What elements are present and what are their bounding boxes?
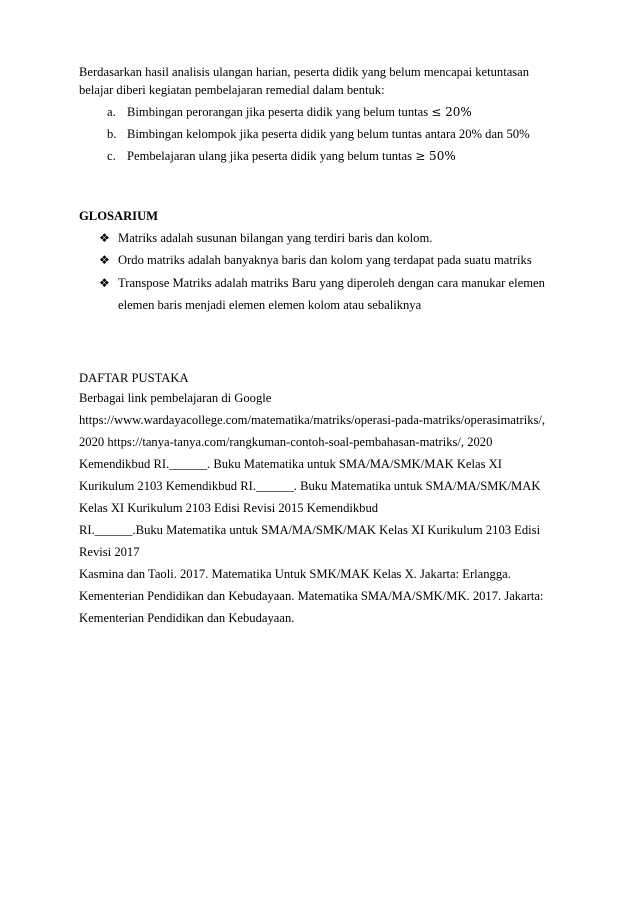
bibliography-line: Kasmina dan Taoli. 2017. Matematika Untuk SMK/MAK Kelas X. Jakarta: Erlangga. [79, 567, 511, 581]
intro-line-1: Berdasarkan hasil analisis ulangan harian, peserta didik yang belum mencapai ketuntasan [79, 65, 530, 79]
bibliography-text: RI. [79, 523, 95, 537]
bibliography-line: Kementerian Pendidikan dan Kebudayaan. Matematika SMA/MA/SMK/MK. 2017. Jakarta: [79, 589, 544, 603]
remedial-item-c [127, 148, 456, 164]
remedial-marker-a: a. [107, 105, 116, 119]
glossary-item-1: Matriks adalah susunan bilangan yang terdiri baris dan kolom. [118, 231, 433, 245]
glossary-title: GLOSARIUM [79, 209, 159, 223]
bibliography-line: Berbagai link pembelajaran di Google [79, 391, 272, 405]
remedial-marker-b: b. [107, 127, 117, 141]
bibliography-text: .Buku Matematika untuk SMA/MA/SMK/MAK Kelas XI Kurikulum 2103 Edisi [132, 523, 541, 537]
bibliography-text: Kurikulum 2103 Kemendikbud RI. [79, 479, 256, 493]
glossary-item-3-continued: elemen baris menjadi elemen elemen kolom atau sebaliknya [118, 298, 422, 312]
bibliography-blank: ______ [94, 523, 133, 537]
glossary-item-3: Transpose Matriks adalah matriks Baru yang diperoleh dengan cara manukar elemen [118, 276, 545, 290]
bibliography-line: Revisi 2017 [79, 545, 140, 559]
bibliography-blank: ______ [256, 479, 294, 493]
remedial-item-a [127, 104, 472, 120]
diamond-bullet-icon: ❖ [99, 253, 110, 267]
bibliography-text: . Buku Matematika untuk SMA/MA/SMK/MAK [293, 479, 541, 493]
bibliography-entry [79, 522, 540, 538]
bibliography-link: https://www.wardayacollege.com/matematika/matriks/operasi-pada-matriks/operasimatriks/, [79, 413, 546, 427]
remedial-item-c-math: ≥ 50% [415, 149, 456, 163]
glossary-item-2: Ordo matriks adalah banyaknya baris dan kolom yang terdapat pada suatu matriks [118, 253, 532, 267]
remedial-item-c-text: Pembelajaran ulang jika peserta didik yang belum tuntas [127, 149, 413, 163]
remedial-marker-c: c. [107, 149, 116, 163]
remedial-item-a-text: Bimbingan perorangan jika peserta didik yang belum tuntas [127, 105, 429, 119]
bibliography-entry [79, 478, 540, 494]
bibliography-text: . Buku Matematika untuk SMA/MA/SMK/MAK Kelas XI [207, 457, 502, 471]
intro-line-2: belajar diberi kegiatan pembelajaran remedial dalam bentuk: [79, 83, 385, 97]
remedial-item-b: Bimbingan kelompok jika peserta didik yang belum tuntas antara 20% dan 50% [127, 127, 530, 141]
bibliography-line: Kementerian Pendidikan dan Kebudayaan. [79, 611, 295, 625]
bibliography-text: Kemendikbud RI. [79, 457, 170, 471]
diamond-bullet-icon: ❖ [99, 231, 110, 245]
bibliography-line: Kelas XI Kurikulum 2103 Edisi Revisi 2015 Kemendikbud [79, 501, 379, 515]
bibliography-blank: ______ [169, 457, 208, 471]
bibliography-link: 2020 https://tanya-tanya.com/rangkuman-contoh-soal-pembahasan-matriks/, 2020 [79, 435, 493, 449]
bibliography-title: DAFTAR PUSTAKA [79, 371, 189, 385]
remedial-item-a-math: ≤ 20% [431, 105, 472, 119]
diamond-bullet-icon: ❖ [99, 276, 110, 290]
bibliography-entry [79, 456, 502, 472]
